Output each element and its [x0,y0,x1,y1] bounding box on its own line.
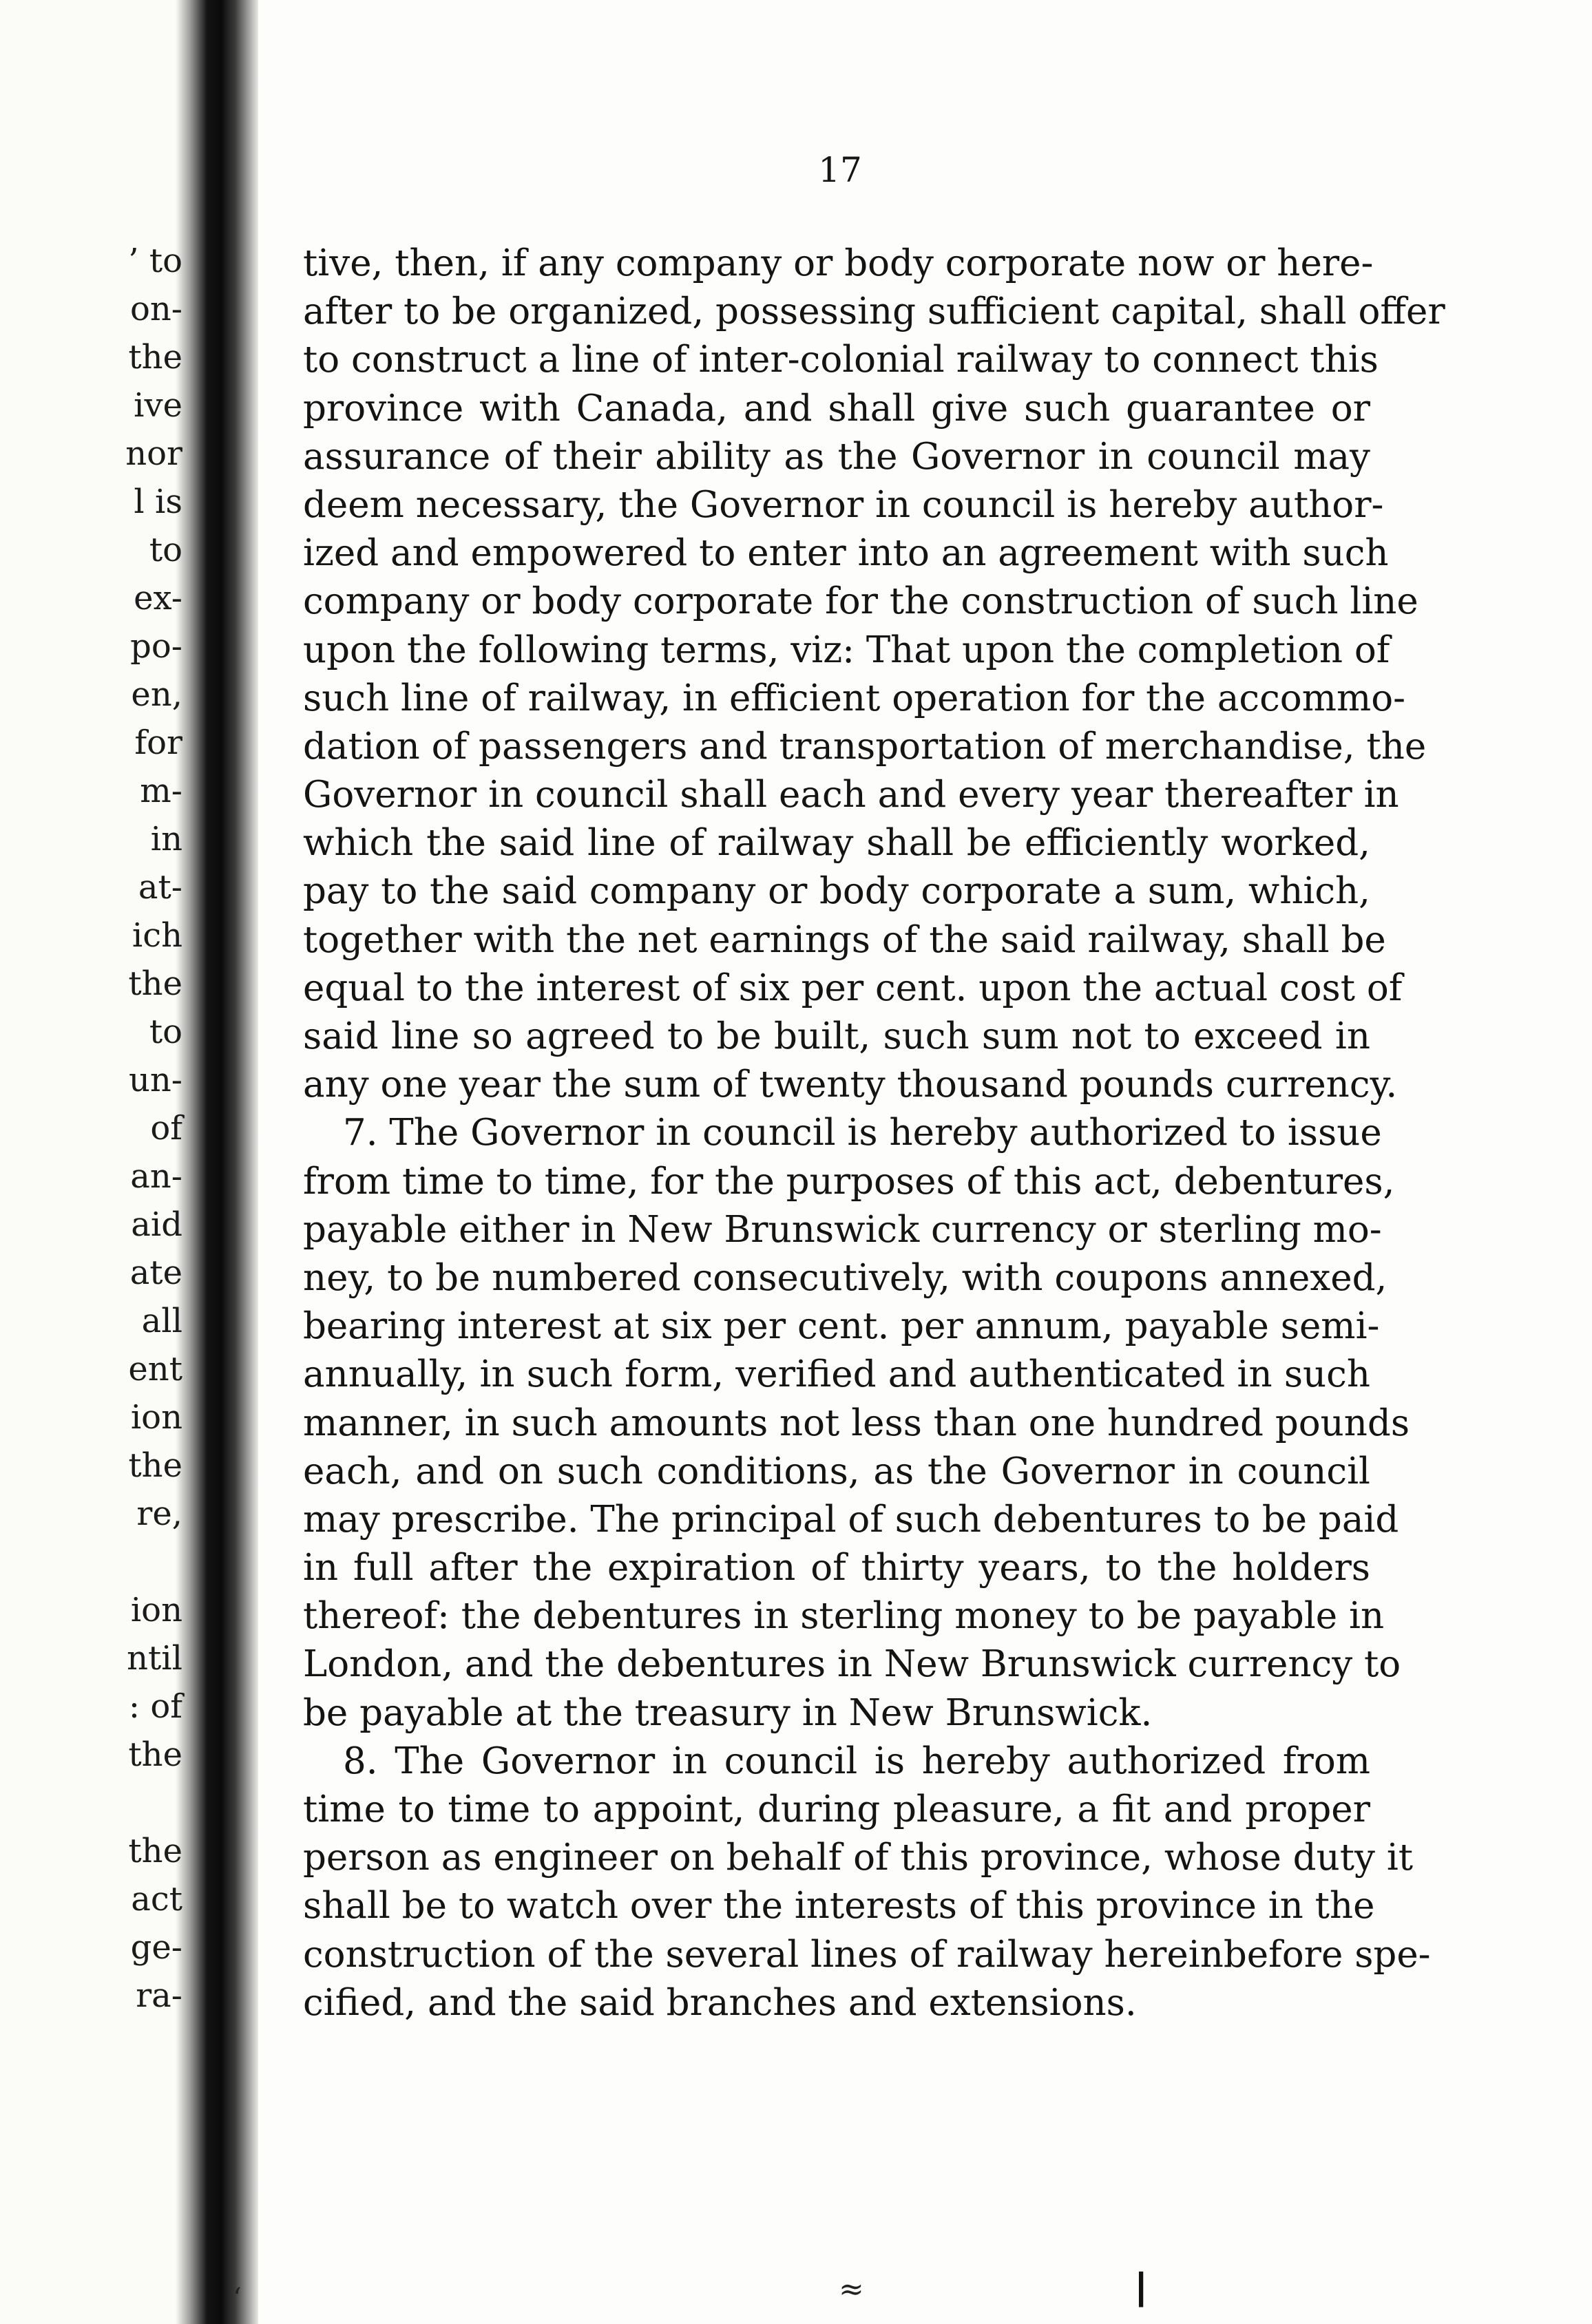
left-fragment: ive [134,386,182,425]
text-line: any one year the sum of twenty thousand pounds currency. [303,1064,1398,1106]
left-fragment: ’ to [128,242,182,280]
left-fragment: en, [131,675,182,714]
text-line: pay to the said company or body corporate a sum, which, [303,870,1370,913]
text-line: Governor in council shall each and every year thereafter in [303,774,1399,816]
text-line: after to be organized, possessing sufficient capital, shall offer [303,290,1445,333]
text-line: equal to the interest of six per cent. upon the actual cost of [303,966,1403,1009]
left-fragment: on- [129,290,182,328]
text-line: to construct a line of inter-colonial railway to connect this [303,339,1379,381]
text-line: from time to time, for the purposes of this act, debentures, [303,1160,1395,1203]
left-fragment: m- [140,772,182,810]
scan-speck: ∣ [1135,2268,1148,2313]
page-body-text [303,240,1445,2027]
left-fragment: the [128,1832,182,1870]
text-line: which the said line of railway shall be efficiently worked, [303,822,1370,865]
left-fragment: act [131,1880,182,1919]
left-fragment: : of [128,1687,182,1726]
left-fragment: po- [130,627,182,666]
text-line: each, and on such conditions, as the Governor in council [303,1450,1370,1492]
text-line: tive, then, if any company or body corporate now or here- [303,242,1374,284]
left-fragment: ion [130,1591,182,1629]
left-fragment: at- [138,868,182,907]
text-line: be payable at the treasury in New Brunswick. [303,1691,1153,1734]
left-fragment: l is [134,483,182,521]
left-fragment [0,1538,182,1586]
left-fragment: ent [128,1350,182,1388]
left-fragment: for [134,723,182,762]
left-fragment: all [141,1302,182,1340]
text-line: manner, in such amounts not less than one hundred pounds [303,1402,1410,1444]
left-fragment: the [128,338,182,377]
text-line: cified, and the said branches and extensions. [303,1981,1137,2024]
text-line: person as engineer on behalf of this province, whose duty it [303,1837,1414,1879]
page-number: 17 [818,150,862,190]
left-fragment: to [149,1013,182,1051]
text-line: said line so agreed to be built, such sum not to exceed in [303,1015,1370,1057]
left-fragment: an- [130,1157,182,1196]
left-fragment: the [128,1735,182,1774]
text-line: company or body corporate for the construction of such line [303,580,1418,623]
text-line: payable either in New Brunswick currency or sterling mo- [303,1208,1382,1251]
text-line: may prescribe. The principal of such debentures to be paid [303,1498,1399,1541]
left-fragment: the [128,964,182,1003]
text-line: dation of passengers and transportation of merchandise, the [303,725,1427,768]
left-fragment [0,1779,182,1827]
left-fragment: in [150,820,182,858]
left-fragment: ate [129,1254,182,1292]
text-line: bearing interest at six per cent. per annum, payable semi- [303,1305,1380,1348]
text-line: London, and the debentures in New Brunswick currency to [303,1643,1401,1686]
left-fragment: the [128,1446,182,1485]
left-fragment: nor [125,434,182,473]
text-line: deem necessary, the Governor in council is hereby author- [303,483,1384,526]
left-fragment: aid [131,1205,182,1244]
text-line: ney, to be numbered consecutively, with coupons annexed, [303,1256,1387,1299]
left-fragment: ion [130,1398,182,1437]
scan-speck: ≈ [839,2272,864,2307]
text-line: ized and empowered to enter into an agreement with such [303,532,1389,575]
text-line: upon the following terms, viz: That upon the completion of [303,628,1390,671]
text-line: province with Canada, and shall give such guarantee or [303,387,1370,430]
text-line: together with the net earnings of the said railway, shall be [303,918,1386,961]
text-line: construction of the several lines of railway hereinbefore spe- [303,1933,1431,1976]
book-gutter [176,0,258,2324]
left-fragment: ra- [136,1976,182,2015]
text-line: assurance of their ability as the Governor in council may [303,435,1370,478]
left-fragment: ich [132,916,182,955]
left-fragment: ge- [130,1928,182,1967]
left-fragment: ex- [134,579,182,617]
text-line: thereof: the debentures in sterling money to be payable in [303,1595,1385,1638]
text-line: annually, in such form, verified and authenticated in such [303,1353,1370,1396]
section-8-first-line: 8. The Governor in council is hereby authorized from [343,1740,1370,1782]
left-fragment: re, [136,1494,182,1533]
left-page-text-fragments [0,237,182,2020]
text-line: time to time to appoint, during pleasure, a fit and proper [303,1788,1370,1830]
left-fragment: to [149,531,182,569]
left-fragment: un- [128,1061,182,1099]
section-7-first-line: 7. The Governor in council is hereby authorized to issue [343,1112,1382,1154]
left-fragment: ntil [127,1639,182,1678]
text-line: in full after the expiration of thirty years, to the holders [303,1547,1370,1589]
scan-speck: ‘ [233,2283,242,2314]
text-line: such line of railway, in efficient operation for the accommo- [303,677,1406,719]
text-line: shall be to watch over the interests of this province in the [303,1885,1375,1927]
left-fragment: of [150,1109,182,1148]
